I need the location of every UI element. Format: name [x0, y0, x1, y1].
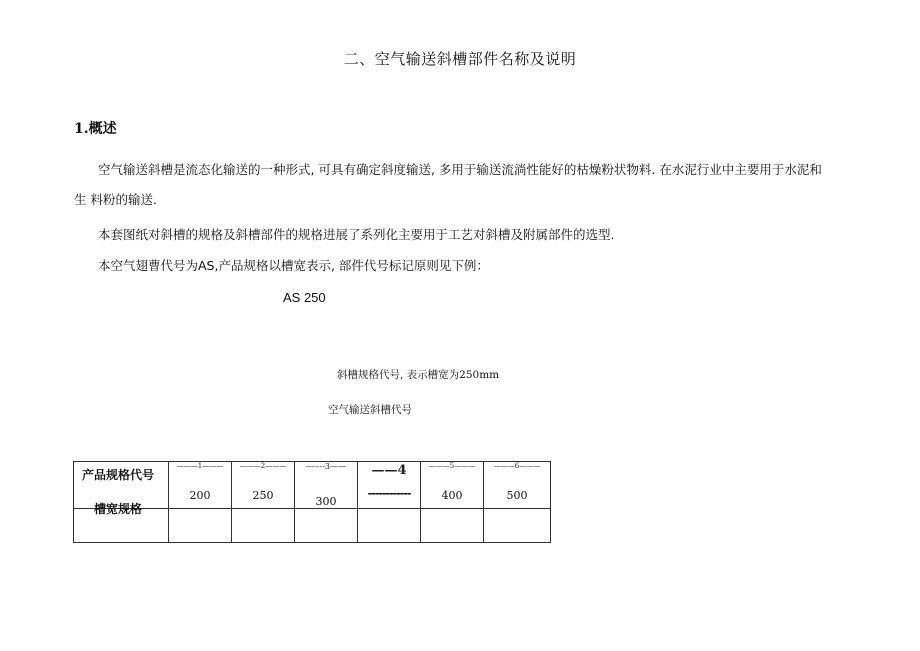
column-index: ———2———: [239, 462, 287, 470]
header-cell: [74, 462, 169, 516]
spec-cell: [169, 462, 232, 509]
paragraph-1: 空气输送斜槽是流态化输送的一种形式, 可具有确定斜度输送, 多用于输送流淌性能好的枯燥粉状物料. 在水泥行业中主要用于水泥和: [98, 162, 822, 177]
spec-cell: [232, 509, 295, 543]
annotation-code: 空气输送斜槽代号: [328, 404, 412, 416]
section-heading: 1.概述: [74, 121, 117, 137]
column-index: ——4: [371, 463, 407, 478]
spec-table: [73, 461, 551, 543]
column-value: 300: [315, 495, 337, 508]
table-row: [74, 462, 551, 509]
column-index: ———5———: [428, 462, 476, 470]
column-value: 200: [189, 489, 211, 502]
column-dashes: ------------: [367, 487, 411, 500]
spec-cell: [232, 462, 295, 509]
spec-cell: [358, 462, 421, 509]
column-value: 500: [506, 489, 528, 502]
header-label: 产品规格代号: [82, 468, 155, 482]
column-index: -------3——: [305, 462, 346, 471]
page-title: 二、空气输送斜槽部件名称及说明: [343, 50, 577, 68]
annotation-spec: 斜槽规格代号, 表示槽宽为250mm: [337, 369, 500, 381]
paragraph-2: 本套图纸对斜槽的规格及斜槽部件的规格进展了系列化主要用于工艺对斜槽及附属部件的选型.: [98, 227, 615, 242]
spec-cell: [421, 462, 484, 509]
spec-cell: [358, 509, 421, 543]
paragraph-1-continued: 生 料粉的输送.: [74, 192, 157, 207]
spec-cell: [295, 509, 358, 543]
table-row: [74, 509, 551, 543]
column-value: 250: [252, 489, 274, 502]
spec-cell: [484, 462, 551, 509]
spec-cell: [484, 509, 551, 543]
paragraph-3: 本空气翅曹代号为AS,产品规格以槽宽表示, 部件代号标记原则见下例：: [98, 258, 489, 273]
spec-cell: [74, 509, 169, 543]
column-value: 400: [441, 489, 463, 502]
width-label: 槽宽规格: [94, 502, 143, 516]
column-index: ———1———: [176, 462, 224, 470]
column-index: ———6———: [493, 462, 541, 470]
spec-cell: [295, 462, 358, 509]
example-code: AS 250: [283, 290, 326, 305]
spec-cell: [421, 509, 484, 543]
spec-cell: [169, 509, 232, 543]
